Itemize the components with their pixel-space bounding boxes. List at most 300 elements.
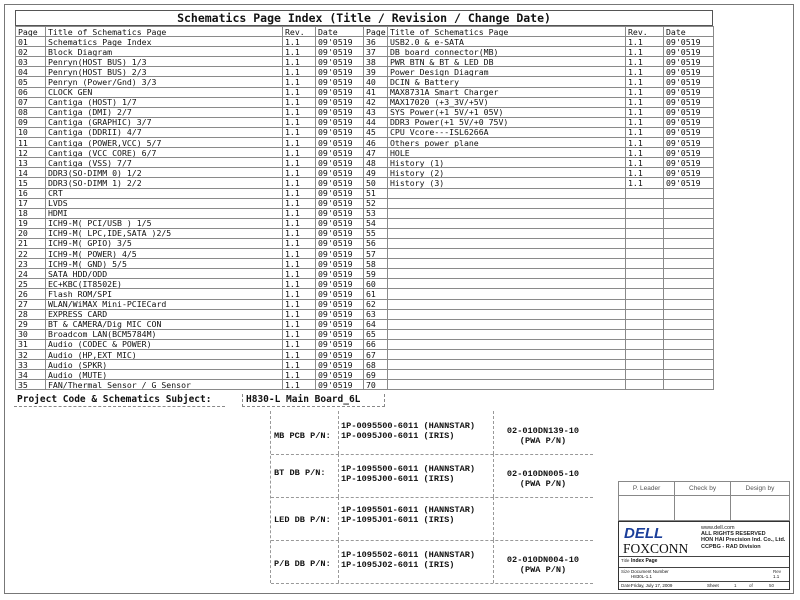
page-number: 42 [364, 97, 388, 107]
revision-cell: 1.1 [626, 107, 664, 117]
table-row [16, 319, 388, 329]
page-number: 10 [16, 127, 46, 137]
pn-secondary: 1P-1095J00-6011 (IRIS) [341, 474, 455, 484]
date-cell: 09'0519 [316, 47, 364, 57]
page-title-cell [388, 289, 626, 299]
page-number: 27 [16, 299, 46, 309]
revision-cell [626, 208, 664, 218]
date-cell [664, 309, 714, 319]
header-rev: Rev. [626, 27, 664, 37]
table-row [388, 339, 714, 349]
page-number: 28 [16, 309, 46, 319]
page-title-cell: Audio (MUTE) [46, 370, 283, 380]
table-row [16, 37, 388, 47]
date-cell: 09'0519 [316, 188, 364, 198]
table-row [388, 107, 714, 117]
doc-number-value: H830L-1.1 [631, 574, 653, 579]
table-row [388, 238, 714, 248]
table-row [16, 77, 388, 87]
page-title-cell: DDR3(SO-DIMM 1) 2/2 [46, 178, 283, 188]
page-number: 19 [16, 218, 46, 228]
page-number: 06 [16, 87, 46, 97]
page-number: 16 [16, 188, 46, 198]
table-row [16, 259, 388, 269]
revision-cell: 1.1 [283, 309, 316, 319]
page-title-cell: DDR3(SO-DIMM 0) 1/2 [46, 168, 283, 178]
page-number: 24 [16, 269, 46, 279]
pwa-number: 02-010DN139-10 [506, 426, 580, 436]
date-cell [664, 238, 714, 248]
revision-cell: 1.1 [283, 329, 316, 339]
date-cell: 09'0519 [316, 77, 364, 87]
date-cell: 09'0519 [316, 339, 364, 349]
page-title: Schematics Page Index (Title / Revision / Change Date) [15, 10, 713, 26]
date-cell [664, 299, 714, 309]
page-title-cell [388, 339, 626, 349]
header-date: Date [316, 27, 364, 37]
table-row [16, 97, 388, 107]
date-cell: 09'0519 [316, 208, 364, 218]
page-number: 66 [364, 339, 388, 349]
page-title-cell: Cantiga (DDRII) 4/7 [46, 127, 283, 137]
date-cell: 09'0519 [316, 299, 364, 309]
revision-cell: 1.1 [283, 339, 316, 349]
pn-divider [338, 540, 339, 583]
size-label: Size [621, 569, 630, 574]
table-row [388, 47, 714, 57]
pn-row [271, 411, 593, 455]
page-number: 31 [16, 339, 46, 349]
revision-cell [626, 279, 664, 289]
page-number: 11 [16, 138, 46, 148]
page-number: 34 [16, 370, 46, 380]
page-number: 52 [364, 198, 388, 208]
page-title-cell: Schematics Page Index [46, 37, 283, 47]
table-row [388, 309, 714, 319]
table-row [388, 380, 714, 390]
date-cell: 09'0519 [316, 138, 364, 148]
revision-cell: 1.1 [283, 279, 316, 289]
signoff-cell [730, 496, 789, 521]
date-cell: 09'0519 [664, 97, 714, 107]
pwa-number: 02-010DN004-10 [506, 555, 580, 565]
revision-cell [626, 259, 664, 269]
table-row [388, 198, 714, 208]
sheet-page-name: Index Page [631, 558, 658, 564]
page-number: 12 [16, 148, 46, 158]
pn-divider [338, 454, 339, 497]
page-title-cell: Audio (CODEC & POWER) [46, 339, 283, 349]
page-title-cell: History (1) [388, 158, 626, 168]
signoff-table [618, 481, 790, 521]
page-number: 54 [364, 218, 388, 228]
revision-cell [626, 299, 664, 309]
date-label: Date: [621, 583, 632, 588]
table-row [16, 269, 388, 279]
page-title-cell [388, 279, 626, 289]
page-title-cell: Penryn(HOST BUS) 1/3 [46, 57, 283, 67]
page-number: 49 [364, 168, 388, 178]
revision-cell [626, 339, 664, 349]
table-row [388, 319, 714, 329]
page-number: 57 [364, 249, 388, 259]
pn-divider [493, 497, 494, 540]
revision-cell: 1.1 [283, 97, 316, 107]
pn-primary: 1P-0095500-6011 (HANNSTAR) [341, 421, 476, 431]
page-number: 55 [364, 228, 388, 238]
page-title-cell: Power Design Diagram [388, 67, 626, 77]
page-title-cell [388, 269, 626, 279]
date-cell: 09'0519 [316, 117, 364, 127]
page-number: 32 [16, 350, 46, 360]
page-number: 53 [364, 208, 388, 218]
revision-cell: 1.1 [626, 47, 664, 57]
page-title-cell: HOLE [388, 148, 626, 158]
revision-cell: 1.1 [283, 107, 316, 117]
table-row [388, 178, 714, 188]
date-cell: 09'0519 [664, 158, 714, 168]
date-cell: 09'0519 [316, 148, 364, 158]
page-number: 62 [364, 299, 388, 309]
date-cell: 09'0519 [316, 360, 364, 370]
revision-cell: 1.1 [283, 370, 316, 380]
page-number: 38 [364, 57, 388, 67]
revision-cell: 1.1 [626, 37, 664, 47]
date-cell: 09'0519 [316, 67, 364, 77]
page-number: 43 [364, 107, 388, 117]
page-number: 68 [364, 360, 388, 370]
pn-secondary: 1P-1095J02-6011 (IRIS) [341, 560, 455, 570]
revision-cell: 1.1 [626, 127, 664, 137]
page-number: 03 [16, 57, 46, 67]
title-label: Title [621, 558, 630, 563]
page-title-cell: ICH9-M( PCI/USB ) 1/5 [46, 218, 283, 228]
tb-divider [619, 556, 789, 557]
page-number: 47 [364, 148, 388, 158]
page-title-cell: Cantiga (GRAPHIC) 3/7 [46, 117, 283, 127]
page-title-cell [388, 188, 626, 198]
page-title-cell: PWR BTN & BT & LED DB [388, 57, 626, 67]
date-cell [664, 350, 714, 360]
revision-cell: 1.1 [283, 117, 316, 127]
page-number: 23 [16, 259, 46, 269]
pwa-label: (PWA P/N) [519, 479, 567, 489]
revision-cell: 1.1 [283, 259, 316, 269]
page-title-cell: History (3) [388, 178, 626, 188]
revision-cell [626, 380, 664, 390]
date-cell: 09'0519 [316, 178, 364, 188]
table-row [16, 289, 388, 299]
tb-divider [619, 581, 789, 582]
revision-cell: 1.1 [283, 228, 316, 238]
page-title-cell: Cantiga (DMI) 2/7 [46, 107, 283, 117]
revision-cell: 1.1 [283, 198, 316, 208]
date-cell: 09'0519 [316, 107, 364, 117]
date-cell: 09'0519 [316, 350, 364, 360]
table-row [388, 138, 714, 148]
page-number: 40 [364, 77, 388, 87]
revision-cell: 1.1 [626, 138, 664, 148]
signoff-cell [619, 496, 675, 521]
revision-cell: 1.1 [283, 218, 316, 228]
page-number: 35 [16, 380, 46, 390]
page-title-cell: DB board connector(MB) [388, 47, 626, 57]
company-info [701, 525, 785, 550]
date-cell [664, 249, 714, 259]
date-cell [664, 319, 714, 329]
revision-cell [626, 218, 664, 228]
date-cell: 09'0519 [316, 289, 364, 299]
table-row [16, 360, 388, 370]
date-cell: 09'0519 [316, 57, 364, 67]
revision-cell: 1.1 [283, 269, 316, 279]
table-row [16, 138, 388, 148]
revision-cell: 1.1 [626, 57, 664, 67]
page-title-cell: BT & CAMERA/Dig MIC CON [46, 319, 283, 329]
page-title-cell: CRT [46, 188, 283, 198]
sheet-label: Sheet [707, 583, 719, 588]
table-row [16, 329, 388, 339]
date-cell: 09'0519 [316, 279, 364, 289]
page-title-cell: ICH9-M( POWER) 4/5 [46, 249, 283, 259]
table-row [388, 188, 714, 198]
pn-secondary: 1P-0095J00-6011 (IRIS) [341, 431, 455, 441]
table-row [16, 370, 388, 380]
date-cell [664, 279, 714, 289]
page-title-cell: SYS Power(+1 5V/+1 05V) [388, 107, 626, 117]
date-cell: 09'0519 [316, 37, 364, 47]
date-cell: 09'0519 [316, 168, 364, 178]
division-name: CCPBG - RAD Division [701, 543, 761, 550]
revision-cell: 1.1 [283, 127, 316, 137]
table-row [388, 127, 714, 137]
page-number: 69 [364, 370, 388, 380]
signoff-check: Check by [675, 482, 731, 496]
page-number: 29 [16, 319, 46, 329]
page-title-cell [388, 208, 626, 218]
page-title-cell: EXPRESS CARD [46, 309, 283, 319]
pn-divider [338, 411, 339, 454]
page-title-cell: CPU Vcore---ISL6266A [388, 127, 626, 137]
table-row [16, 208, 388, 218]
tb-divider [619, 567, 789, 568]
page-title-cell [388, 228, 626, 238]
revision-cell: 1.1 [283, 178, 316, 188]
date-cell: 09'0519 [316, 158, 364, 168]
page-number: 33 [16, 360, 46, 370]
page-number: 36 [364, 37, 388, 47]
rev-value: 1.1 [773, 574, 780, 579]
page-title-cell: MAX8731A Smart Charger [388, 87, 626, 97]
revision-cell [626, 309, 664, 319]
date-cell [664, 218, 714, 228]
table-row [388, 259, 714, 269]
of-value: 50 [769, 583, 775, 588]
page-number: 13 [16, 158, 46, 168]
table-row [388, 218, 714, 228]
page-title-cell: Cantiga (VCC CORE) 6/7 [46, 148, 283, 158]
page-title-cell: Cantiga (HOST) 1/7 [46, 97, 283, 107]
table-row [16, 127, 388, 137]
date-cell: 09'0519 [316, 198, 364, 208]
revision-cell: 1.1 [626, 178, 664, 188]
date-cell [664, 208, 714, 218]
date-cell: 09'0519 [316, 269, 364, 279]
page-title-cell [388, 329, 626, 339]
table-row [16, 178, 388, 188]
page-number: 48 [364, 158, 388, 168]
revision-cell: 1.1 [283, 380, 316, 390]
page-number: 22 [16, 249, 46, 259]
date-cell: 09'0519 [316, 218, 364, 228]
page-title-cell [388, 319, 626, 329]
pn-primary: 1P-1095500-6011 (HANNSTAR) [341, 464, 476, 474]
date-cell: 09'0519 [664, 178, 714, 188]
date-cell: 09'0519 [316, 127, 364, 137]
page-title-cell: Block Diagram [46, 47, 283, 57]
revision-cell [626, 269, 664, 279]
page-number: 30 [16, 329, 46, 339]
pn-primary: 1P-1095501-6011 (HANNSTAR) [341, 505, 476, 515]
revision-cell: 1.1 [283, 188, 316, 198]
table-row [388, 97, 714, 107]
project-code-label: Project Code & Schematics Subject: [14, 394, 225, 407]
pn-divider [338, 497, 339, 540]
pn-label: BT DB P/N: [274, 468, 326, 478]
page-number: 51 [364, 188, 388, 198]
table-row [16, 67, 388, 77]
date-cell [664, 259, 714, 269]
table-row [16, 107, 388, 117]
date-cell: 09'0519 [316, 259, 364, 269]
page-title-cell: Penryn(HOST BUS) 2/3 [46, 67, 283, 77]
table-row [388, 269, 714, 279]
page-number: 17 [16, 198, 46, 208]
table-row [388, 249, 714, 259]
page-number: 58 [364, 259, 388, 269]
title-block [618, 521, 790, 590]
page-number: 64 [364, 319, 388, 329]
table-row [388, 370, 714, 380]
revision-cell [626, 238, 664, 248]
page-number: 37 [364, 47, 388, 57]
page-title-cell: Cantiga (POWER,VCC) 5/7 [46, 138, 283, 148]
page-title-cell [388, 360, 626, 370]
date-cell: 09'0519 [664, 77, 714, 87]
table-row [388, 289, 714, 299]
table-row [16, 309, 388, 319]
page-title-cell [388, 350, 626, 360]
table-row [388, 208, 714, 218]
pwa-label: (PWA P/N) [519, 565, 567, 575]
revision-cell: 1.1 [283, 138, 316, 148]
page-number: 14 [16, 168, 46, 178]
table-row [16, 218, 388, 228]
header-page-right: Page [364, 27, 388, 37]
date-cell: 09'0519 [664, 57, 714, 67]
signoff-leader: P. Leader [619, 482, 675, 496]
sheet-value: 1 [734, 583, 737, 588]
page-number: 56 [364, 238, 388, 248]
table-row [16, 339, 388, 349]
date-cell: 09'0519 [316, 87, 364, 97]
date-cell [664, 360, 714, 370]
date-cell: 09'0519 [316, 319, 364, 329]
revision-cell: 1.1 [283, 77, 316, 87]
date-cell: 09'0519 [664, 107, 714, 117]
page-title-cell: ICH9-M( GPIO) 3/5 [46, 238, 283, 248]
page-title-cell [388, 259, 626, 269]
page-number: 65 [364, 329, 388, 339]
table-row [16, 350, 388, 360]
revision-cell: 1.1 [626, 168, 664, 178]
table-row [16, 158, 388, 168]
revision-cell: 1.1 [283, 67, 316, 77]
date-cell [664, 228, 714, 238]
page-title-cell: DCIN & Battery [388, 77, 626, 87]
table-row [16, 168, 388, 178]
date-cell: 09'0519 [316, 329, 364, 339]
page-number: 02 [16, 47, 46, 57]
table-row [388, 168, 714, 178]
page-number: 63 [364, 309, 388, 319]
table-row [16, 198, 388, 208]
index-table-left [15, 26, 388, 390]
revision-cell: 1.1 [283, 238, 316, 248]
page-title-cell: Audio (HP,EXT MIC) [46, 350, 283, 360]
pn-primary: 1P-1095502-6011 (HANNSTAR) [341, 550, 476, 560]
page-number: 09 [16, 117, 46, 127]
date-cell: 09'0519 [664, 37, 714, 47]
signoff-design: Design by [730, 482, 789, 496]
table-row [388, 279, 714, 289]
table-row [388, 360, 714, 370]
page-number: 39 [364, 67, 388, 77]
header-page: Page [16, 27, 46, 37]
page-title-cell: CLOCK GEN [46, 87, 283, 97]
page-number: 45 [364, 127, 388, 137]
date-cell [664, 339, 714, 349]
table-row [16, 380, 388, 390]
page-title-cell: Penryn (Power/Gnd) 3/3 [46, 77, 283, 87]
page-title-cell: History (2) [388, 168, 626, 178]
page-title-cell: HDMI [46, 208, 283, 218]
page-number: 26 [16, 289, 46, 299]
page-title-cell [388, 309, 626, 319]
revision-cell [626, 319, 664, 329]
page-number: 05 [16, 77, 46, 87]
page-number: 61 [364, 289, 388, 299]
revision-cell [626, 360, 664, 370]
table-row [16, 57, 388, 67]
page-number: 20 [16, 228, 46, 238]
date-cell: 09'0519 [664, 47, 714, 57]
revision-cell: 1.1 [283, 289, 316, 299]
project-code-value: H830-L Main Board_6L [242, 394, 385, 407]
pn-row [271, 540, 593, 584]
header-title: Title of Schematics Page [46, 27, 283, 37]
part-number-block [270, 411, 593, 583]
of-label: of [749, 583, 753, 588]
pn-row [271, 497, 593, 541]
header-date: Date [664, 27, 714, 37]
table-row [388, 228, 714, 238]
date-cell: 09'0519 [664, 148, 714, 158]
page-number: 21 [16, 238, 46, 248]
page-title-cell: MAX17020 (+3_3V/+5V) [388, 97, 626, 107]
page-number: 15 [16, 178, 46, 188]
pn-label: LED DB P/N: [274, 515, 331, 525]
